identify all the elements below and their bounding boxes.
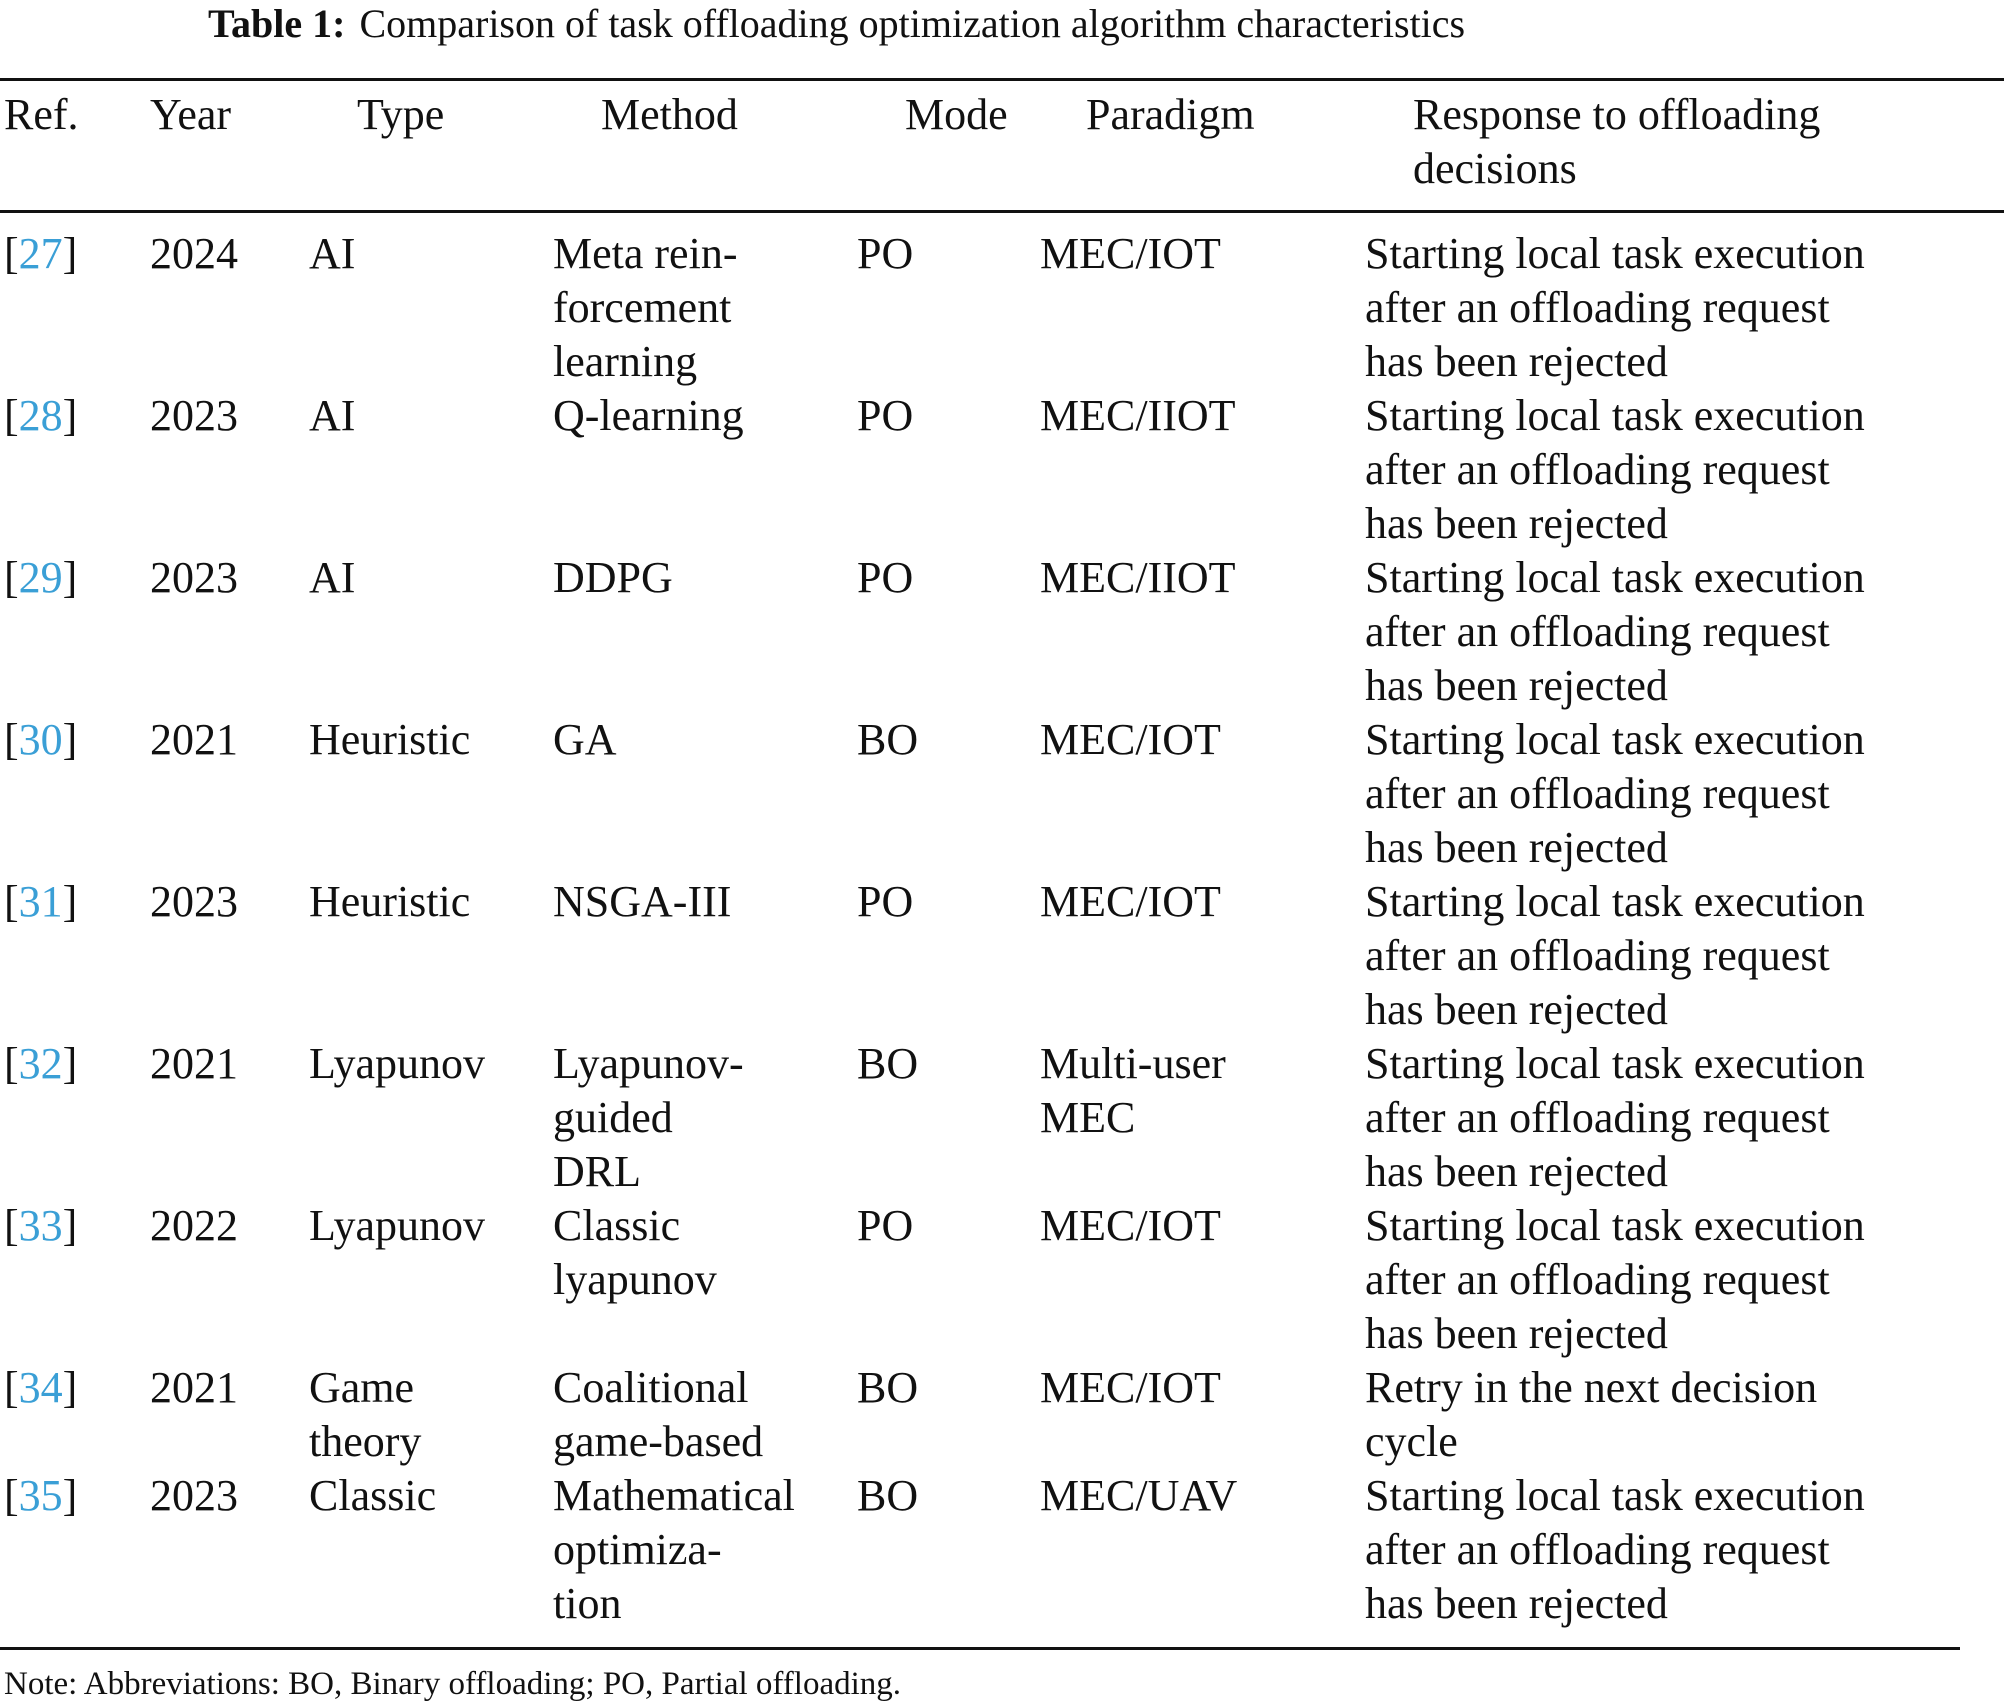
paradigm-cell-line: MEC/IOT <box>1040 715 1221 764</box>
table-caption-label: Table 1: <box>208 1 346 46</box>
response-cell-line: has been rejected <box>1365 1147 1668 1196</box>
response-cell-line: has been rejected <box>1365 1579 1668 1628</box>
bracket-close: ] <box>62 715 78 764</box>
reference-link[interactable]: 34 <box>18 1363 63 1412</box>
reference-link[interactable]: 30 <box>18 715 63 764</box>
response-cell-line: Retry in the next decision <box>1365 1363 1818 1412</box>
method-cell-line: NSGA-III <box>553 877 732 926</box>
reference-link[interactable]: 29 <box>18 553 63 602</box>
bracket-open: [ <box>4 1471 19 1520</box>
bracket-open: [ <box>4 553 19 602</box>
mode-cell: PO <box>857 391 914 440</box>
response-cell-line: has been rejected <box>1365 985 1668 1034</box>
ref-cell <box>4 227 77 281</box>
reference-link[interactable]: 35 <box>18 1471 63 1520</box>
ref-cell <box>4 1361 77 1415</box>
type-cell-line: AI <box>309 553 356 602</box>
response-cell-line: Starting local task execution <box>1365 1471 1865 1520</box>
type-cell <box>309 1199 485 1253</box>
bracket-close: ] <box>62 1039 78 1088</box>
response-cell <box>1365 713 1865 875</box>
response-cell <box>1365 1037 1865 1199</box>
paradigm-cell <box>1040 389 1236 443</box>
mode-cell: BO <box>857 715 919 764</box>
paradigm-cell <box>1040 227 1221 281</box>
bracket-open: [ <box>4 715 19 764</box>
table-top-rule <box>0 78 2004 81</box>
bracket-close: ] <box>62 1471 78 1520</box>
response-cell-line: Starting local task execution <box>1365 229 1865 278</box>
bracket-close: ] <box>62 1363 78 1412</box>
type-cell <box>309 875 470 929</box>
response-cell-line: after an offloading request <box>1365 445 1830 494</box>
reference-link[interactable]: 28 <box>18 391 63 440</box>
method-cell-line: guided <box>553 1093 673 1142</box>
year-cell: 2024 <box>150 229 238 278</box>
method-cell-line: DDPG <box>553 553 673 602</box>
table-header-rule <box>0 210 2004 213</box>
type-cell-line: Heuristic <box>309 715 471 764</box>
paradigm-cell-line: MEC/IOT <box>1040 229 1221 278</box>
table-bottom-rule <box>0 1647 1960 1650</box>
mode-cell: BO <box>857 1039 919 1088</box>
paradigm-cell-line: Multi-user <box>1040 1039 1226 1088</box>
ref-cell <box>4 1469 77 1523</box>
method-cell-line: GA <box>553 715 617 764</box>
reference-link[interactable]: 27 <box>18 229 63 278</box>
method-cell <box>553 1469 795 1631</box>
type-cell-line: AI <box>309 229 356 278</box>
type-cell <box>309 389 355 443</box>
method-cell-line: forcement <box>553 283 732 332</box>
response-cell <box>1365 389 1865 551</box>
type-cell-line: Game <box>309 1363 415 1412</box>
reference-link[interactable]: 33 <box>18 1201 63 1250</box>
method-cell <box>553 1361 763 1469</box>
ref-cell <box>4 713 77 767</box>
bracket-close: ] <box>62 877 78 926</box>
paradigm-cell-line: MEC/IOT <box>1040 877 1221 926</box>
reference-link[interactable]: 31 <box>18 877 63 926</box>
response-cell-line: after an offloading request <box>1365 931 1830 980</box>
paradigm-cell <box>1040 1037 1226 1145</box>
bracket-open: [ <box>4 1363 19 1412</box>
type-cell <box>309 551 355 605</box>
method-cell-line: Q-learning <box>553 391 744 440</box>
response-cell <box>1365 1199 1865 1361</box>
method-cell-line: Mathematical <box>553 1471 795 1520</box>
response-cell <box>1365 551 1865 713</box>
paradigm-cell-line: MEC/IOT <box>1040 1201 1221 1250</box>
paradigm-cell-line: MEC/UAV <box>1040 1471 1238 1520</box>
method-cell-line: tion <box>553 1579 622 1628</box>
table-caption <box>0 0 2004 48</box>
bracket-close: ] <box>62 229 78 278</box>
table-note: Note: Abbreviations: BO, Binary offloading; PO, Partial offloading. <box>4 1666 902 1702</box>
paradigm-cell <box>1040 713 1221 767</box>
year-cell: 2023 <box>150 553 238 602</box>
ref-cell <box>4 1199 77 1253</box>
bracket-close: ] <box>62 1201 78 1250</box>
response-cell-line: Starting local task execution <box>1365 715 1865 764</box>
bracket-open: [ <box>4 1039 19 1088</box>
response-cell-line: after an offloading request <box>1365 1525 1830 1574</box>
year-cell: 2023 <box>150 391 238 440</box>
method-cell <box>553 551 673 605</box>
type-cell <box>309 1361 421 1469</box>
paradigm-cell <box>1040 875 1221 929</box>
response-cell <box>1365 1361 1817 1469</box>
response-cell-line: cycle <box>1365 1417 1458 1466</box>
header-mode: Mode <box>905 90 1008 139</box>
type-cell <box>309 1469 436 1523</box>
method-cell-line: DRL <box>553 1147 641 1196</box>
bracket-open: [ <box>4 229 19 278</box>
bracket-open: [ <box>4 877 19 926</box>
response-cell-line: after an offloading request <box>1365 283 1830 332</box>
response-cell-line: has been rejected <box>1365 337 1668 386</box>
response-cell-line: after an offloading request <box>1365 1093 1830 1142</box>
response-cell-line: Starting local task execution <box>1365 391 1865 440</box>
paradigm-cell <box>1040 1361 1221 1415</box>
bracket-open: [ <box>4 391 19 440</box>
mode-cell: BO <box>857 1363 919 1412</box>
response-cell-line: Starting local task execution <box>1365 553 1865 602</box>
method-cell <box>553 227 737 389</box>
response-cell <box>1365 1469 1865 1631</box>
response-cell-line: Starting local task execution <box>1365 1201 1865 1250</box>
year-cell: 2021 <box>150 1363 238 1412</box>
year-cell: 2023 <box>150 1471 238 1520</box>
response-cell-line: has been rejected <box>1365 823 1668 872</box>
response-cell-line: has been rejected <box>1365 1309 1668 1358</box>
paradigm-cell <box>1040 551 1236 605</box>
type-cell-line: Lyapunov <box>309 1039 485 1088</box>
year-cell: 2023 <box>150 877 238 926</box>
reference-link[interactable]: 32 <box>18 1039 63 1088</box>
ref-cell <box>4 551 77 605</box>
bracket-open: [ <box>4 1201 19 1250</box>
response-cell-line: after an offloading request <box>1365 1255 1830 1304</box>
mode-cell: PO <box>857 229 914 278</box>
method-cell-line: Classic <box>553 1201 681 1250</box>
type-cell-line: Lyapunov <box>309 1201 485 1250</box>
method-cell <box>553 1199 717 1307</box>
response-cell <box>1365 875 1865 1037</box>
response-cell-line: has been rejected <box>1365 499 1668 548</box>
response-cell-line: after an offloading request <box>1365 607 1830 656</box>
response-cell-line: Starting local task execution <box>1365 877 1865 926</box>
method-cell-line: Coalitional <box>553 1363 749 1412</box>
header-ref: Ref. <box>4 90 79 139</box>
paradigm-cell-line: MEC/IIOT <box>1040 391 1236 440</box>
type-cell <box>309 713 470 767</box>
paradigm-cell-line: MEC/IIOT <box>1040 553 1236 602</box>
method-cell-line: learning <box>553 337 698 386</box>
ref-cell <box>4 389 77 443</box>
method-cell-line: Meta rein- <box>553 229 738 278</box>
method-cell <box>553 1037 744 1199</box>
response-cell-line: after an offloading request <box>1365 769 1830 818</box>
method-cell-line: lyapunov <box>553 1255 717 1304</box>
ref-cell <box>4 1037 77 1091</box>
bracket-close: ] <box>62 391 78 440</box>
type-cell <box>309 227 355 281</box>
bracket-close: ] <box>62 553 78 602</box>
header-response: Response to offloading decisions <box>1413 90 1821 193</box>
header-year: Year <box>150 90 232 139</box>
paradigm-cell-line: MEC <box>1040 1093 1136 1142</box>
paradigm-cell-line: MEC/IOT <box>1040 1363 1221 1412</box>
method-cell <box>553 713 617 767</box>
type-cell-line: Heuristic <box>309 877 471 926</box>
paradigm-cell <box>1040 1199 1221 1253</box>
method-cell-line: game-based <box>553 1417 764 1466</box>
year-cell: 2021 <box>150 1039 238 1088</box>
response-cell-line: has been rejected <box>1365 661 1668 710</box>
year-cell: 2021 <box>150 715 238 764</box>
mode-cell: PO <box>857 877 914 926</box>
year-cell: 2022 <box>150 1201 238 1250</box>
paradigm-cell <box>1040 1469 1237 1523</box>
header-method: Method <box>601 90 738 139</box>
table-caption-text: Comparison of task offloading optimization algorithm characteristics <box>359 1 1466 46</box>
type-cell <box>309 1037 485 1091</box>
type-cell-line: Classic <box>309 1471 437 1520</box>
mode-cell: BO <box>857 1471 919 1520</box>
response-cell-line: Starting local task execution <box>1365 1039 1865 1088</box>
ref-cell <box>4 875 77 929</box>
type-cell-line: theory <box>309 1417 422 1466</box>
mode-cell: PO <box>857 1201 914 1250</box>
header-type: Type <box>357 90 445 139</box>
mode-cell: PO <box>857 553 914 602</box>
method-cell-line: optimiza- <box>553 1525 722 1574</box>
method-cell-line: Lyapunov- <box>553 1039 744 1088</box>
response-cell <box>1365 227 1865 389</box>
type-cell-line: AI <box>309 391 356 440</box>
method-cell <box>553 389 744 443</box>
header-paradigm: Paradigm <box>1086 90 1255 139</box>
method-cell <box>553 875 731 929</box>
